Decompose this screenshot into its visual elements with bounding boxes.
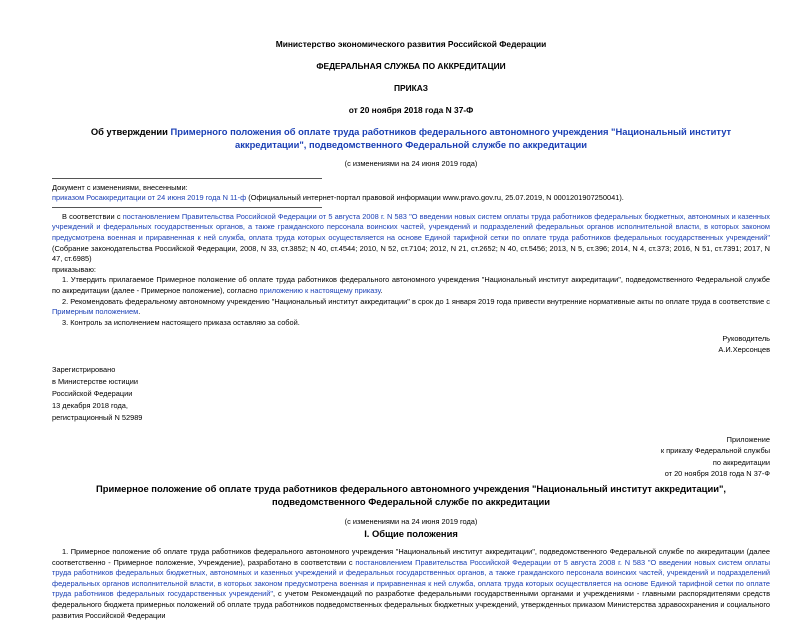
ministry-name: Министерство экономического развития Российской Федерации [275, 39, 547, 49]
doc-title-prefix: Об утверждении [90, 126, 171, 137]
changes-link[interactable]: приказом Росаккредитации от 24 июня 2019 года N 11-ф [52, 193, 247, 203]
registration-block [52, 364, 770, 424]
signature-name: А.И.Херсонцев [718, 344, 770, 354]
appendix-line-1: Приложение [726, 434, 770, 444]
preamble-text-2: (Собрание законодательства Российской Федерации, 2008, N 33, ст.3852; N 40, ст.4544; 2010, N 52, ст.7104; 2012, N 21, ст.2652; N 40, ст.5456; 2013, N 5, ст.396; 2014, N 4, ст.373; 2016, N 51, ст.7391; 2017, N 47, ст.6985) [52, 243, 770, 264]
signature-role: Руководитель [722, 334, 770, 344]
reg-p1-decree-link[interactable]: постановлением Правительства Российской Федерации от 5 августа 2008 г. N 583 "О введении новых систем оплаты труда работников федеральных бюджетных, автономных и казенных учреждений и федеральных государственных органов, а также гражданского персонала воинских частей, учреждений и подразделений федеральных органов исполнительной власти, в которых законом предусмотрена военная и приравненная к ней служба, оплата труда которых осуществляется на основе Единой тарифной сетки по оплате труда работников федеральных государственных учреждений" [52, 557, 771, 599]
item-2 [52, 297, 770, 318]
document-page [52, 38, 770, 621]
item-2-text-a: 2. Рекомендовать федеральному автономному учреждению "Национальный институт аккредитации" в срок до 1 января 2019 года привести внутренние нормативные акты по оплате труда в соответствие с [62, 296, 770, 306]
preamble-decree-link[interactable]: постановлением Правительства Российской Федерации от 5 августа 2008 г. N 583 "О введении новых систем оплаты труда работников федеральных бюджетных, автономных и казенных учреждений и федеральных государственных органов, а также гражданского персонала воинских частей, учреждений и подразделений федеральных органов исполнительной власти, в которых законом предусмотрена военная и приравненная к ней служба, оплата труда которых осуществляется на основе Единой тарифной сетки по оплате труда работников федеральных государственных учреждений" [52, 211, 770, 242]
registration-line-4: 13 декабря 2018 года, [52, 400, 128, 410]
item-2-text-b: . [138, 307, 141, 317]
service-name: ФЕДЕРАЛЬНАЯ СЛУЖБА ПО АККРЕДИТАЦИИ [316, 61, 506, 71]
item-2-regulation-link[interactable]: Примерным положением [52, 307, 139, 317]
section-heading: I. Общие положения [364, 528, 458, 540]
registration-line-1: Зарегистрировано [52, 364, 116, 374]
changes-line [52, 193, 770, 204]
registration-line-2: в Министерстве юстиции [52, 376, 139, 386]
appendix-block [52, 434, 770, 480]
doc-title-link[interactable]: Примерного положения об оплате труда работников федерального автономного учреждения "Национальный институт аккредитации", подведомственного Федеральной службе по аккредитации [170, 126, 732, 150]
doc-amended: (с изменениями на 24 июня 2019 года) [344, 159, 478, 168]
registration-line-3: Российской Федерации [52, 388, 133, 398]
doc-type: ПРИКАЗ [393, 83, 429, 93]
reg-p1-text-a: 1. Примерное положение об оплате труда работников федерального автономного учреждения "Национальный институт аккредитации", подведомственного Федеральной службе по аккредитации (далее соответственно - Примерное положение, Учреждение), разработано в соответствии с [52, 547, 770, 567]
registration-line-5: регистрационный N 52989 [52, 412, 143, 422]
item-1-text-b: . [380, 285, 383, 295]
regulation-title: Примерное положение об оплате труда работников федерального автономного учреждения "Национальный институт аккредитации", подведомственного Федеральной службе по аккредитации [95, 482, 727, 507]
item-3: 3. Контроль за исполнением настоящего приказа оставляю за собой. [62, 317, 300, 327]
appendix-line-3: по аккредитации [712, 457, 770, 467]
item-1-text-a: 1. Утвердить прилагаемое Примерное положение об оплате труда работников федерального автономного учреждения "Национальный институт аккредитации", подведомственного Федеральной службе по аккредитации (далее - Примерное положение), согласно [52, 275, 770, 295]
item-1 [52, 275, 770, 296]
preamble [52, 212, 770, 265]
preamble-text-1: В соответствии с [62, 211, 123, 221]
regulation-paragraph-1 [52, 547, 770, 621]
appendix-line-4: от 20 ноября 2018 года N 37-Ф [664, 469, 770, 478]
regulation-amended: (с изменениями на 24 июня 2019 года) [344, 516, 478, 526]
item-1-appendix-link[interactable]: приложению к настоящему приказу [259, 285, 381, 295]
changes-rest: (Официальный интернет-портал правовой информации www.pravo.gov.ru, 25.07.2019, N 0001201907250041). [246, 193, 624, 203]
preamble-order: приказываю: [52, 264, 96, 274]
appendix-line-2: к приказу Федеральной службы [660, 446, 770, 455]
doc-title [52, 125, 770, 151]
doc-date-number: от 20 ноября 2018 года N 37-Ф [348, 105, 474, 115]
changes-label: Документ с изменениями, внесенными: [52, 182, 188, 192]
reg-p1-text-b: , с учетом Рекомендаций по разработке федеральными государственными органами и учреждениями - главными распорядителями средств федерального бюджета примерных положений об оплате труда работников подведомственных федеральных бюджетных учреждений, утвержденных приказом Министерства здравоохранения и социального развития Российской Федерации [52, 589, 770, 620]
